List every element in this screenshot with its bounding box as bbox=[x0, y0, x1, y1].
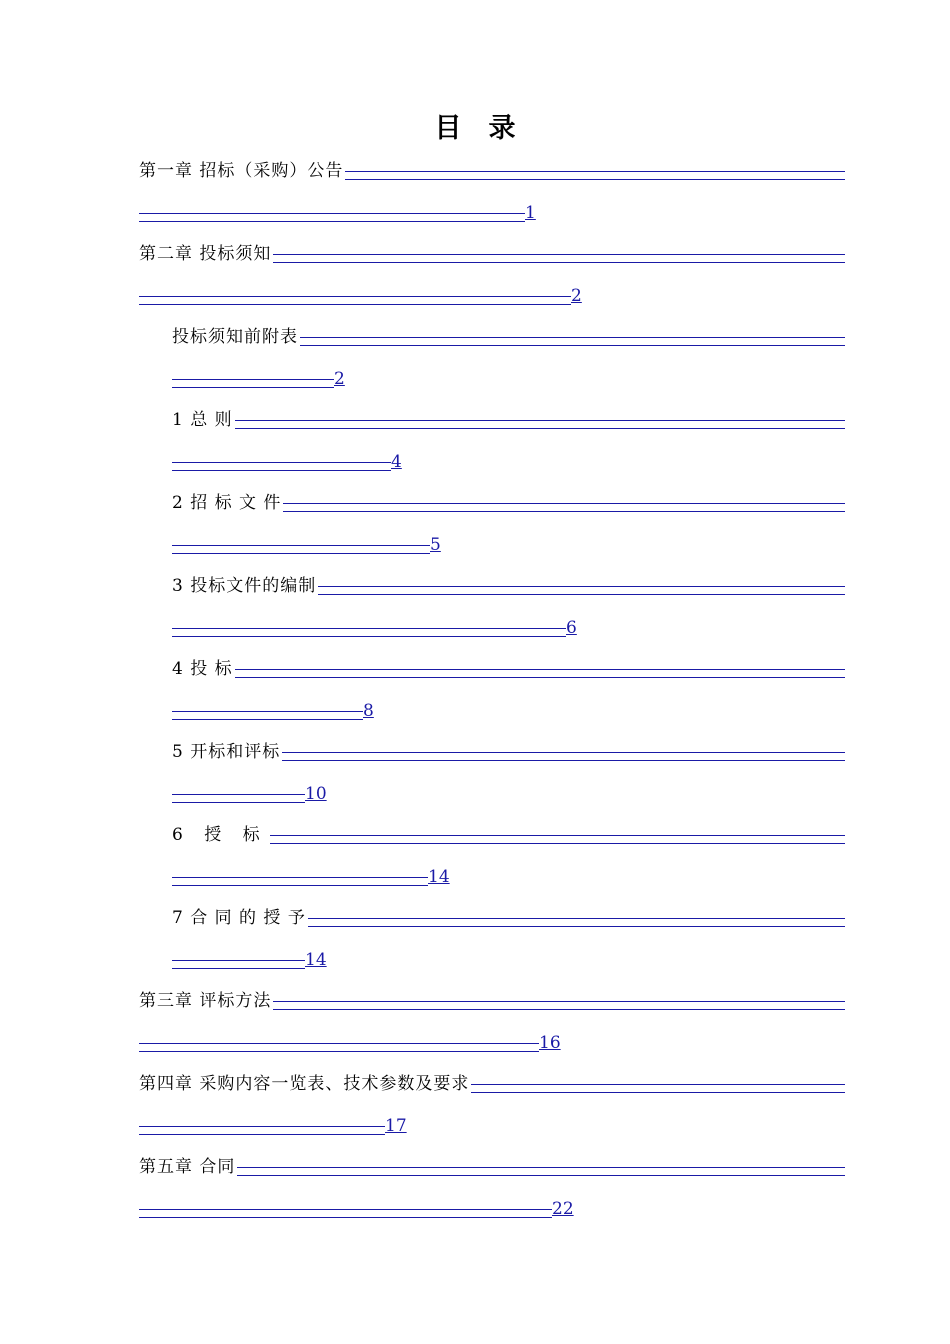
toc-entry-continuation[interactable] bbox=[139, 1111, 407, 1137]
toc-page-number[interactable]: 14 bbox=[305, 950, 327, 970]
toc-leader bbox=[273, 243, 845, 265]
toc-entry-label: 1 总 则 bbox=[172, 410, 233, 430]
toc-entry-continuation[interactable] bbox=[139, 281, 582, 307]
toc-page-number[interactable]: 4 bbox=[391, 452, 402, 472]
toc-leader bbox=[139, 1032, 539, 1054]
toc-leader bbox=[139, 1198, 552, 1220]
toc-page-number[interactable]: 14 bbox=[428, 867, 450, 887]
toc-entry-label: 7 合 同 的 授 予 bbox=[172, 908, 306, 928]
toc-entry-continuation[interactable] bbox=[172, 613, 577, 639]
toc-leader bbox=[237, 1156, 845, 1178]
toc-entry-label: 5 开标和评标 bbox=[172, 742, 281, 762]
toc-page-number[interactable]: 8 bbox=[363, 701, 374, 721]
toc-leader bbox=[318, 575, 845, 597]
toc-page-number[interactable]: 1 bbox=[525, 203, 536, 223]
toc-entry-continuation[interactable] bbox=[172, 530, 441, 556]
toc-page-number[interactable]: 6 bbox=[566, 618, 577, 638]
toc-entry-label: 2 招 标 文 件 bbox=[172, 493, 282, 513]
toc-entry[interactable] bbox=[172, 322, 845, 348]
toc-entry-continuation[interactable] bbox=[172, 779, 327, 805]
toc-leader bbox=[471, 1073, 845, 1095]
toc-leader bbox=[300, 326, 845, 348]
toc-leader bbox=[345, 160, 845, 182]
toc-entry-label: 第二章 投标须知 bbox=[139, 244, 272, 264]
toc-entry[interactable] bbox=[172, 571, 845, 597]
toc-entry[interactable] bbox=[139, 986, 845, 1012]
toc-leader bbox=[270, 824, 845, 846]
toc-entry-continuation[interactable] bbox=[172, 447, 402, 473]
toc-leader bbox=[139, 285, 571, 307]
toc-leader bbox=[172, 783, 305, 805]
toc-entry-continuation[interactable] bbox=[139, 198, 536, 224]
toc-leader bbox=[172, 534, 430, 556]
toc-page-number[interactable]: 22 bbox=[552, 1199, 574, 1219]
toc-entry-continuation[interactable] bbox=[139, 1194, 574, 1220]
toc-page-number[interactable]: 17 bbox=[385, 1116, 407, 1136]
toc-entry[interactable] bbox=[172, 903, 845, 929]
toc-entry-continuation[interactable] bbox=[172, 696, 374, 722]
toc-entry[interactable] bbox=[172, 654, 845, 680]
toc-entry-label: 第三章 评标方法 bbox=[139, 991, 272, 1011]
toc-entry-label: 4 投 标 bbox=[172, 659, 233, 679]
toc-entry-continuation[interactable] bbox=[172, 945, 327, 971]
toc-entry[interactable] bbox=[139, 239, 845, 265]
toc-entry[interactable] bbox=[172, 488, 845, 514]
toc-entry-label: 3 投标文件的编制 bbox=[172, 576, 317, 596]
toc-leader bbox=[172, 617, 566, 639]
toc-entry-continuation[interactable] bbox=[172, 862, 450, 888]
toc-page-number[interactable]: 16 bbox=[539, 1033, 561, 1053]
toc-title: 目 录 bbox=[434, 113, 516, 144]
toc-leader bbox=[235, 658, 845, 680]
toc-page-number[interactable]: 2 bbox=[334, 369, 345, 389]
toc-leader bbox=[235, 409, 845, 431]
toc-entry-continuation[interactable] bbox=[172, 364, 345, 390]
toc-leader bbox=[172, 949, 305, 971]
toc-entry[interactable] bbox=[172, 405, 845, 431]
toc-entry[interactable] bbox=[172, 737, 845, 763]
toc-entry-label: 6 授 标 bbox=[172, 825, 268, 845]
toc-entry-label: 第五章 合同 bbox=[139, 1157, 236, 1177]
toc-leader bbox=[283, 492, 845, 514]
toc-leader bbox=[172, 451, 391, 473]
toc-leader bbox=[139, 1115, 385, 1137]
toc-entry[interactable] bbox=[139, 156, 845, 182]
toc-entry[interactable] bbox=[172, 820, 845, 846]
toc-leader bbox=[172, 866, 428, 888]
toc-leader bbox=[172, 700, 363, 722]
toc-leader bbox=[273, 990, 845, 1012]
toc-entry[interactable] bbox=[139, 1069, 845, 1095]
toc-leader bbox=[172, 368, 334, 390]
toc-entry[interactable] bbox=[139, 1152, 845, 1178]
toc-page-number[interactable]: 5 bbox=[430, 535, 441, 555]
toc-leader bbox=[308, 907, 845, 929]
toc-leader bbox=[139, 202, 525, 224]
toc-leader bbox=[282, 741, 845, 763]
toc-entry-continuation[interactable] bbox=[139, 1028, 561, 1054]
toc-page-number[interactable]: 2 bbox=[571, 286, 582, 306]
toc-entry-label: 第四章 采购内容一览表、技术参数及要求 bbox=[139, 1074, 470, 1094]
toc-page-number[interactable]: 10 bbox=[305, 784, 327, 804]
toc-entry-label: 投标须知前附表 bbox=[172, 327, 298, 347]
toc-entry-label: 第一章 招标（采购）公告 bbox=[139, 161, 344, 181]
